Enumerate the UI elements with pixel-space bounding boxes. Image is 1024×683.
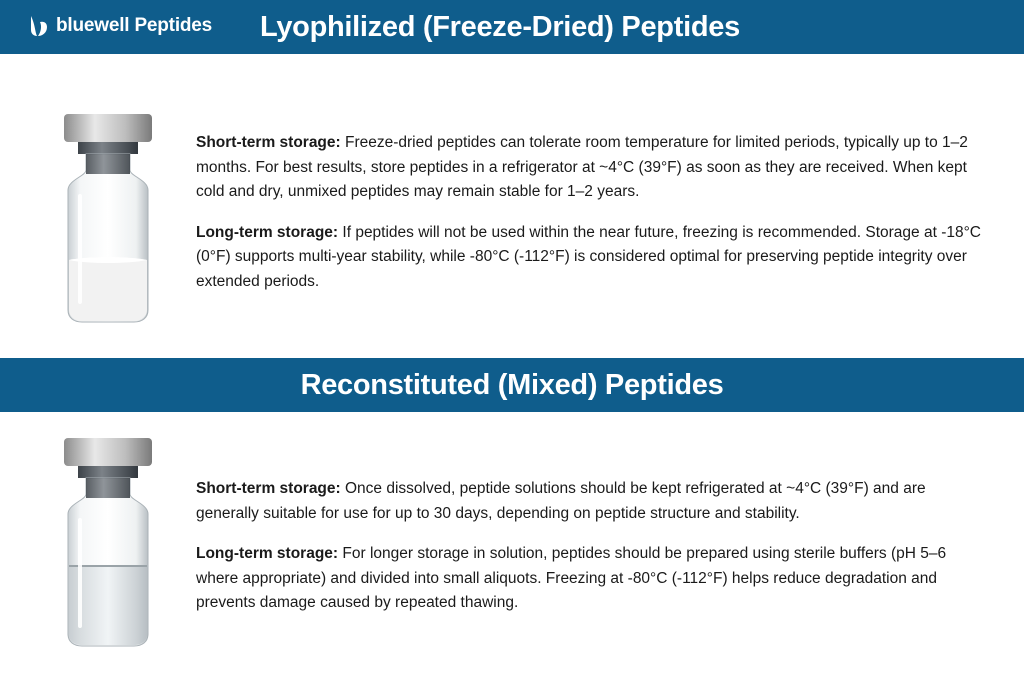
- section-title-reconstituted: Reconstituted (Mixed) Peptides: [300, 369, 724, 401]
- section-title-lyophilized: Lyophilized (Freeze-Dried) Peptides: [260, 11, 740, 43]
- long-term-text: For longer storage in solution, peptides should be prepared using sterile buffers (pH 5–6 where appropriate) and divided into small aliquots. Freezing at -80°C (-112°F) helps reduce degradation and prevents damage caused by repeated thawing.: [196, 545, 947, 611]
- long-term-paragraph: [196, 221, 986, 295]
- short-term-text: Once dissolved, peptide solutions should be kept refrigerated at ~4°C (39°F) and are generally suitable for use for up to 30 days, depending on peptide structure and stability.: [196, 480, 926, 522]
- section-lyophilized-text: [196, 131, 986, 310]
- short-term-text: Freeze-dried peptides can tolerate room temperature for limited periods, typically up to 1–2 months. For best results, store peptides in a refrigerator at ~4°C (39°F) as soon as they are received. When kept cold and dry, unmixed peptides may remain stable for 1–2 years.: [196, 134, 968, 200]
- leaf-logo-icon: [28, 14, 50, 38]
- vial-powder-icon: [58, 110, 158, 325]
- short-term-paragraph: [196, 131, 986, 205]
- vial-liquid-icon: [58, 434, 158, 649]
- short-term-label: Short-term storage:: [196, 134, 341, 151]
- long-term-text: If peptides will not be used within the near future, freezing is recommended. Storage at -18°C (0°F) supports multi-year stability, while -80°C (-112°F) is considered optimal for preserving peptide integrity over extended periods.: [196, 223, 982, 290]
- short-term-label: Short-term storage:: [196, 480, 341, 497]
- section-banner-reconstituted: [0, 358, 1024, 412]
- long-term-label: Long-term storage:: [196, 545, 339, 562]
- brand[interactable]: [28, 14, 212, 38]
- header-banner: [0, 0, 1024, 54]
- section-reconstituted-text: [196, 477, 986, 632]
- brand-name: bluewell Peptides: [56, 15, 213, 36]
- long-term-paragraph: [196, 542, 986, 616]
- short-term-paragraph: [196, 477, 986, 526]
- long-term-label: Long-term storage:: [196, 223, 339, 241]
